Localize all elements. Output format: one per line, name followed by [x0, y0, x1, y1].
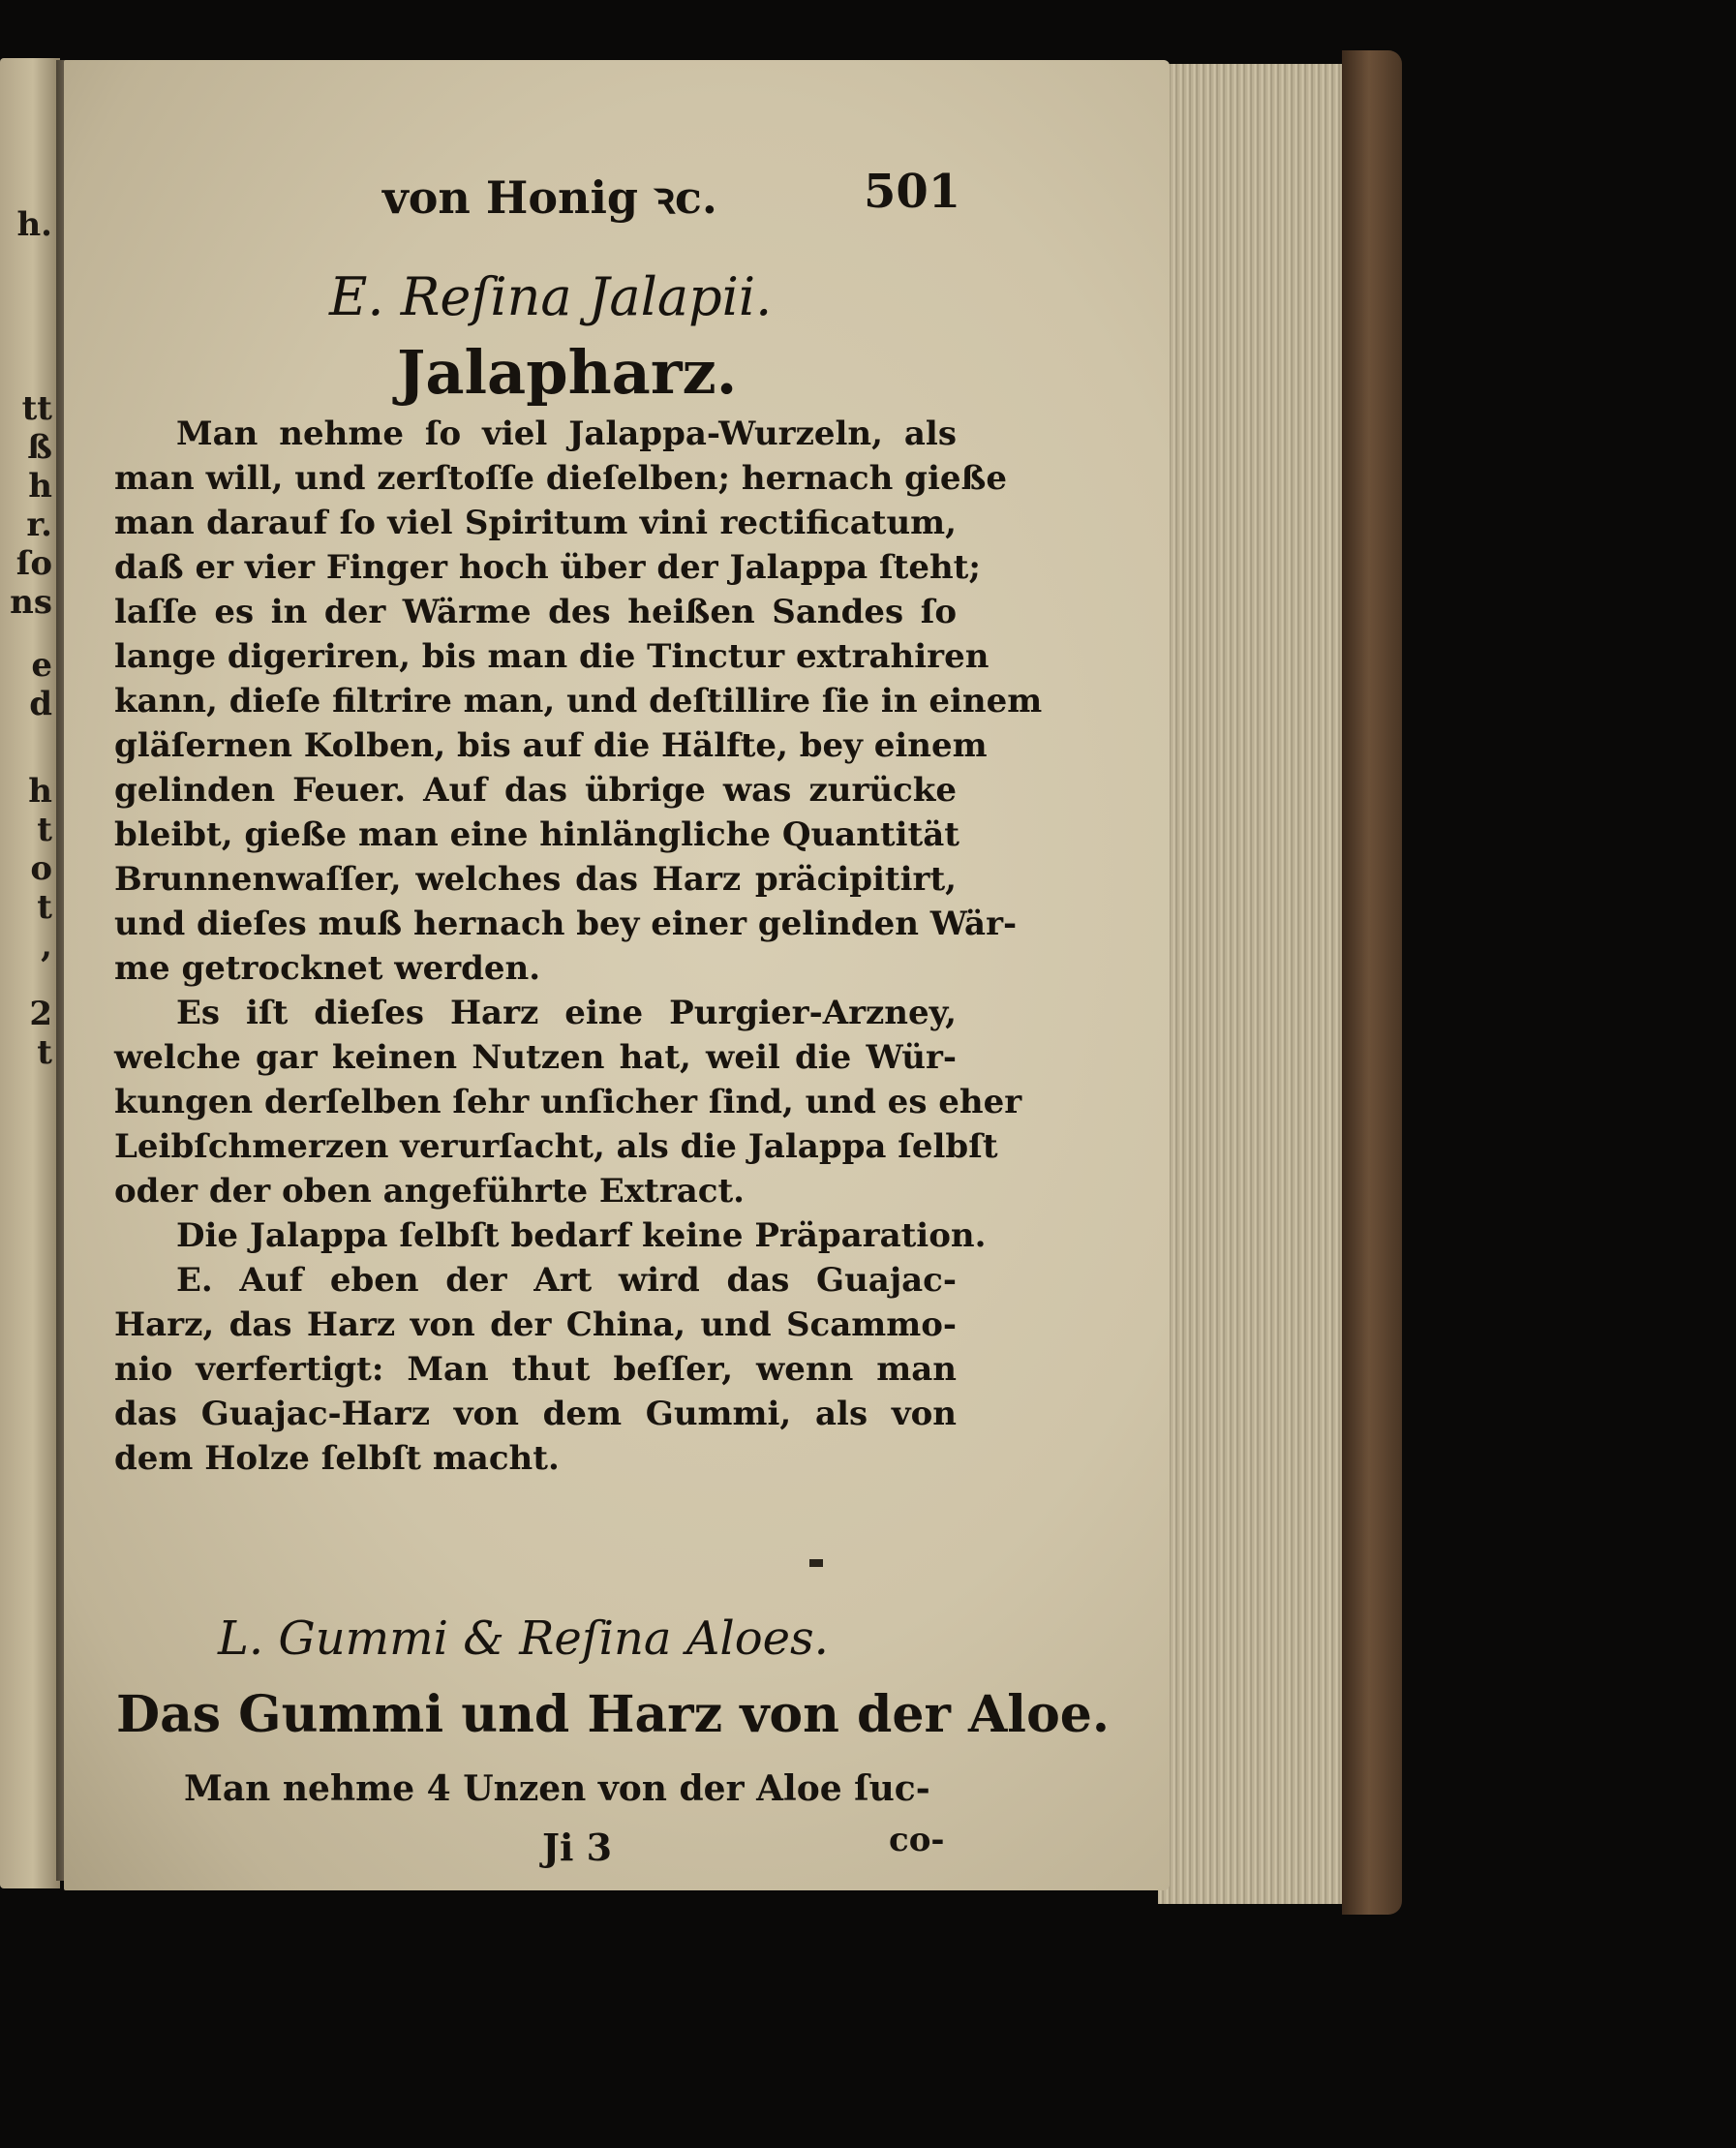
- left-page-fragment: 2: [29, 995, 52, 1033]
- ink-speck: [809, 1559, 823, 1567]
- left-page-fragment: o: [30, 849, 52, 888]
- body-line: Brunnenwaſſer, welches das Harz präcipitirt,: [114, 860, 957, 899]
- body-line: kann, dieſe filtrire man, und deſtillire ſie in einem: [114, 682, 1043, 721]
- left-page-fragment: t: [37, 888, 52, 927]
- body-line: welche gar keinen Nutzen hat, weil die Wür-: [114, 1038, 957, 1077]
- body-line: man will, und zerſtoſſe dieſelben; hernach gieße: [114, 459, 1007, 498]
- left-page-fragment: h.: [16, 205, 52, 244]
- last-text-line: Man nehme 4 Unzen von der Aloe ſuc-: [184, 1768, 930, 1809]
- body-line: dem Holze ſelbſt macht.: [114, 1439, 560, 1478]
- body-line: laſſe es in der Wärme des heißen Sandes ſo: [114, 593, 957, 631]
- left-page-fragment: t: [37, 811, 52, 849]
- left-page-fragment: t: [37, 1033, 52, 1072]
- section-e-german-title: Jalapharz.: [397, 337, 738, 408]
- body-line: Leibſchmerzen verurſacht, als die Jalappa ſelbſt: [114, 1127, 998, 1166]
- left-page-fragment: ß: [27, 428, 52, 467]
- left-page-fragment: r.: [26, 506, 52, 544]
- body-line: daß er vier Finger hoch über der Jalappa ſteht;: [114, 548, 981, 587]
- left-page-fragment: ſo: [15, 544, 52, 583]
- body-line: oder der oben angeführte Extract.: [114, 1172, 746, 1211]
- running-title: von Honig ꝛc.: [382, 171, 717, 224]
- body-line: Man nehme ſo viel Jalappa-Wurzeln, als: [176, 414, 957, 453]
- body-line: kungen derſelben ſehr unſicher ſind, und es eher: [114, 1083, 1022, 1121]
- body-line: bleibt, gieße man eine hinlängliche Quantität: [114, 815, 959, 854]
- left-page-edge: [0, 58, 60, 1888]
- body-text: [114, 412, 1043, 1481]
- body-line: me getrocknet werden.: [114, 949, 541, 988]
- left-page-fragment: ns: [10, 583, 52, 622]
- section-l-latin-title: L. Gummi & Reſina Aloes.: [218, 1611, 829, 1666]
- section-e-latin-title: E. Reſina Jalapii.: [329, 266, 773, 327]
- body-line: gelinden Feuer. Auf das übrige was zurücke: [114, 771, 957, 810]
- body-line: man darauf ſo viel Spiritum vini rectificatum,: [114, 504, 957, 542]
- left-page-fragment: e: [31, 646, 52, 685]
- body-line: Harz, das Harz von der China, und Scammo-: [114, 1305, 957, 1344]
- page-number: 501: [864, 165, 961, 219]
- book-page-edges: [1158, 64, 1363, 1904]
- left-page-fragment: d: [29, 685, 52, 723]
- body-line: Es iſt dieſes Harz eine Purgier-Arzney,: [176, 994, 957, 1032]
- section-l-german-title: Das Gummi und Harz von der Aloe.: [116, 1685, 1110, 1744]
- book-cover-edge: [1342, 50, 1402, 1915]
- body-line: das Guajac-Harz von dem Gummi, als von: [114, 1395, 957, 1433]
- catchword: co-: [889, 1821, 945, 1859]
- left-page-fragment: h: [28, 467, 52, 506]
- left-page-fragment: tt: [21, 389, 52, 428]
- body-line: Die Jalappa ſelbſt bedarf keine Präparation.: [176, 1216, 987, 1255]
- left-page-fragment: ,: [41, 927, 52, 966]
- body-line: gläſernen Kolben, bis auf die Hälfte, bey einem: [114, 726, 988, 765]
- body-line: E. Auf eben der Art wird das Guajac-: [176, 1261, 957, 1300]
- printer-signature: Ji 3: [542, 1826, 613, 1869]
- body-line: nio verfertigt: Man thut beſſer, wenn man: [114, 1350, 957, 1389]
- body-line: lange digeriren, bis man die Tinctur extrahiren: [114, 637, 990, 676]
- left-page-fragment: h: [28, 772, 52, 811]
- body-line: und dieſes muß hernach bey einer gelinden Wär-: [114, 905, 1018, 943]
